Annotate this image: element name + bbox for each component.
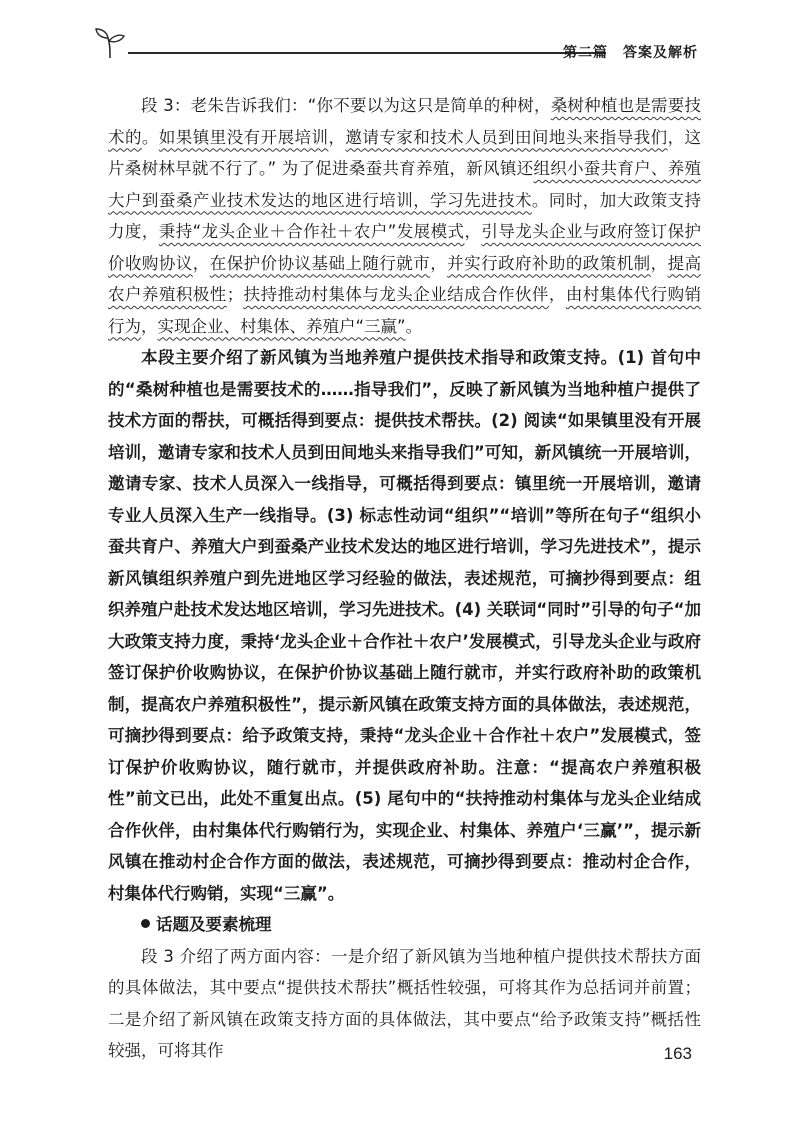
- topic-paragraph: 段 3 介绍了两方面内容：一是介绍了新风镇为当地种植户提供技术帮扶方面的具体做法，其中要点“提供技术帮扶”概括性较强，可将其作为总括词并前置；二是介绍了新风镇在政策支持方面的具体做法，其中要点“给予政策支持”概括性较强，可将其作: [108, 946, 701, 1060]
- underlined-phrase: 由村集体代行购销行为: [108, 285, 702, 336]
- header-title: 第二篇 答案及解析: [563, 45, 698, 61]
- underlined-phrase: 组织小蚕共育户、养殖大户到蚕桑产业技术发达的地区进行培训，学习先进技术: [108, 159, 701, 210]
- excerpt-text: 。: [405, 316, 423, 336]
- excerpt-text: ，: [141, 316, 158, 336]
- excerpt-text: ，: [650, 253, 668, 273]
- excerpt-text: ；: [226, 285, 244, 304]
- excerpt-text: ，这片桑树林早就不行了。” 为了促进桑蚕共育养殖，新风镇还: [108, 127, 702, 178]
- underlined-phrase: 引导龙头企业与政府签订保护价收购协议: [108, 222, 702, 273]
- page-content: [108, 90, 701, 1067]
- excerpt-text: ，: [464, 222, 482, 241]
- underlined-phrase: 邀请专家和技术人员到田间地头来指导我们: [345, 127, 668, 147]
- sprout-icon: [92, 26, 128, 64]
- excerpt-text: ，: [548, 285, 566, 304]
- section-heading: [108, 909, 701, 941]
- header-rule: [128, 52, 606, 54]
- underlined-phrase: 如果镇里没有开展培训: [158, 127, 329, 147]
- excerpt-text: ，: [430, 253, 448, 273]
- excerpt-text: 段 3：老朱告诉我们：“你不要以为这只是简单的种树，: [141, 96, 551, 115]
- underlined-phrase: 秉持“龙头企业＋合作社＋农户”发展模式: [158, 222, 465, 241]
- underlined-phrase: 扶持推动村集体与龙头企业结成合作伙伴: [243, 285, 549, 304]
- excerpt-text: ，: [192, 253, 210, 273]
- excerpt-text: 。同时，加大政策支持力度，: [108, 190, 702, 241]
- page-number: 163: [663, 1044, 692, 1063]
- underlined-phrase: 提高农户养殖积极性: [108, 253, 702, 304]
- analysis-paragraph: 本段主要介绍了新风镇为当地养殖户提供技术指导和政策支持。(1) 首句中的“桑树种植也是需要技术的……指导我们”，反映了新风镇为当地种植户提供了技术方面的帮扶，可概括得到要点：提供技术帮扶。(2) 阅读“如果镇里没有开展培训，邀请专家和技术人员到田间地头来指导我们”可知，新风镇统一开展培训，邀请专家、技术人员深入一线指导，可概括得到要点：镇里统一开展培训，邀请专业人员深入生产一线指导。(3) 标志性动词“组织”“培训”等所在句子“组织小蚕共育户、养殖大户到蚕桑产业技术发达的地区进行培训，学习先进技术”，提示新风镇组织养殖户到先进地区学习经验的做法，表述规范，可摘抄得到要点：组织养殖户赴技术发达地区培训，学习先进技术。(4) 关联词“同时”引导的句子“加大政策支持力度，秉持‘龙头企业＋合作社＋农户’发展模式，引导龙头企业与政府签订保护价收购协议，在保护价协议基础上随行就市，并实行政府补助的政策机制，提高农户养殖积极性”，提示新风镇在政策支持方面的具体做法，表述规范，可摘抄得到要点：给予政策支持，秉持“龙头企业＋合作社＋农户”发展模式，签订保护价收购协议，随行就市，并提供政府补助。注意：“提高农户养殖积极性”前文已出，此处不重复出点。(5) 尾句中的“扶持推动村集体与龙头企业结成合作伙伴，由村集体代行购销行为，实现企业、村集体、养殖户‘三赢’”，提示新风镇在推动村企合作方面的做法，表述规范，可摘抄得到要点：推动村企合作，村集体代行购销，实现“三赢”。: [108, 348, 701, 903]
- excerpt-text: 。: [141, 127, 159, 147]
- underlined-phrase: 桑树种植也是需要技术的: [108, 96, 701, 147]
- excerpt-text: ，: [328, 127, 346, 147]
- page-header: [84, 22, 704, 62]
- section-heading-text: 话题及要素梳理: [156, 915, 272, 934]
- underlined-phrase: 实现企业、村集体、养殖户“三赢”: [157, 316, 406, 336]
- underlined-phrase: 在保护价协议基础上随行就市: [209, 253, 431, 273]
- bullet-icon: [141, 919, 150, 928]
- excerpt-paragraph: [108, 90, 701, 342]
- underlined-phrase: 并实行政府补助的政策机制: [447, 253, 651, 273]
